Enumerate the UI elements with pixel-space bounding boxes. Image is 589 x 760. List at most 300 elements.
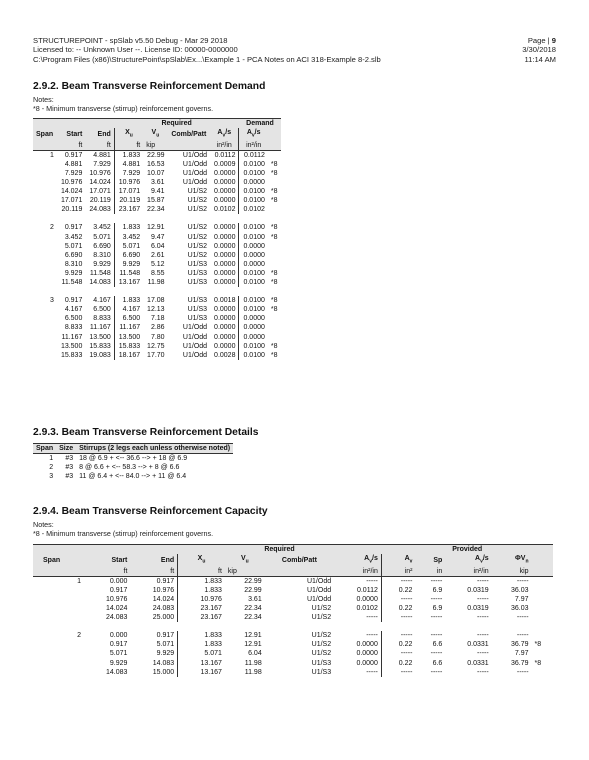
- table-cell: 0.917: [156, 632, 175, 640]
- table-row: [33, 160, 281, 169]
- table-cell: -----: [366, 668, 378, 676]
- table-cell: 11.167: [89, 324, 111, 332]
- table-cell: U1/S3: [311, 659, 332, 667]
- col-avs-required: $A_v/s$: [217, 129, 232, 139]
- license-line: Licensed to: -- Unknown User --. License ID: 00000-0000000: [33, 45, 238, 55]
- table-cell: -----: [430, 650, 443, 658]
- table-row: [33, 576, 553, 586]
- table-cell: [33, 659, 84, 668]
- table-row: [33, 668, 553, 677]
- table-cell: -----: [366, 614, 378, 622]
- table-cell: 0.0100: [239, 223, 268, 232]
- table-cell: [33, 187, 57, 196]
- table-cell: 0.0102: [214, 206, 236, 214]
- table-cell: U1/S2: [311, 604, 332, 612]
- table-cell: 0.0000: [214, 242, 236, 250]
- table-cell: [268, 242, 281, 251]
- table-cell: 0.0000: [239, 333, 268, 342]
- table-cell: 0.0000: [356, 659, 378, 667]
- table-cell: *8: [270, 224, 278, 232]
- table-row: [33, 314, 281, 323]
- table-cell: 3.61: [150, 178, 165, 186]
- table-cell: 8.833: [93, 315, 111, 323]
- table-cell: 12.91: [244, 641, 262, 649]
- table-cell: 7.80: [150, 333, 165, 341]
- details-table: [33, 443, 233, 481]
- table-cell: 25.000: [152, 614, 175, 622]
- table-cell: *8: [270, 233, 278, 241]
- table-cell: U1/S3: [187, 306, 208, 314]
- unit-end: ft: [106, 141, 111, 149]
- table-row: [33, 659, 553, 668]
- table-cell: U1/S3: [187, 278, 208, 286]
- table-cell: 12.91: [147, 224, 165, 232]
- page-header-right: [522, 36, 556, 64]
- table-row: [33, 454, 233, 464]
- table-cell: 0.0100: [239, 269, 268, 278]
- table-cell: [33, 178, 57, 187]
- table-cell: 22.34: [244, 604, 262, 612]
- table-cell: [268, 333, 281, 342]
- col-vu: $V_u$: [151, 129, 160, 139]
- table-cell: [33, 233, 57, 242]
- table-cell: 10.976: [178, 595, 225, 604]
- table-cell: 18.167: [114, 351, 143, 360]
- table-cell: U1/S3: [311, 668, 332, 676]
- table-cell: 13.167: [114, 278, 143, 287]
- table-cell: #3: [65, 464, 74, 472]
- table-cell: 1.833: [178, 640, 225, 649]
- table-cell: 1.833: [178, 631, 225, 640]
- table-cell: *8: [270, 297, 278, 305]
- table-cell: U1/S2: [187, 233, 208, 241]
- table-cell: 9.929: [156, 650, 175, 658]
- table-row: [33, 242, 281, 251]
- table-cell: 7.929: [64, 169, 83, 177]
- table-cell: 0.0009: [214, 160, 236, 168]
- table-row: [33, 251, 281, 260]
- col-avs-demand: $A_v/s$: [239, 128, 268, 140]
- table-cell: -----: [381, 668, 415, 677]
- table-cell: 4.167: [64, 306, 83, 314]
- table-cell: 12.13: [147, 306, 165, 314]
- table-cell: 10.07: [147, 169, 165, 177]
- table-cell: 14.024: [60, 188, 83, 196]
- table-cell: -----: [366, 632, 378, 640]
- table-cell: U1/Odd: [182, 169, 208, 177]
- table-cell: 0.0100: [239, 342, 268, 351]
- table-cell: [33, 586, 84, 595]
- table-cell: 0.0028: [214, 351, 236, 359]
- col-av: $A_v$: [381, 554, 415, 566]
- table-cell: 0.0100: [239, 296, 268, 305]
- table-cell: 8.310: [64, 260, 83, 268]
- table-cell: -----: [366, 577, 378, 585]
- demand-group-header: Demand: [246, 120, 274, 127]
- table-cell: [33, 160, 57, 169]
- table-cell: [33, 613, 84, 622]
- required-group-header: Required: [264, 546, 295, 553]
- table-cell: 17.071: [114, 187, 143, 196]
- table-cell: -----: [516, 632, 529, 640]
- table-cell: 5.071: [156, 641, 175, 649]
- col-xu: $X_u$: [114, 128, 143, 140]
- table-cell: -----: [477, 632, 489, 640]
- table-cell: 0.22: [381, 604, 415, 613]
- table-cell: 36.03: [511, 604, 529, 612]
- table-cell: 4.167: [114, 305, 143, 314]
- table-cell: 0.0100: [239, 278, 268, 287]
- table-row: [33, 205, 281, 214]
- table-cell: [33, 260, 57, 269]
- table-cell: -----: [430, 595, 443, 603]
- table-cell: 23.167: [178, 604, 225, 613]
- col-sp: Sp: [433, 556, 443, 564]
- table-cell: 12.75: [147, 342, 165, 350]
- table-cell: [268, 251, 281, 260]
- table-cell: -----: [477, 595, 489, 603]
- table-cell: U1/Odd: [306, 595, 332, 603]
- table-cell: U1/S3: [187, 315, 208, 323]
- table-cell: [33, 205, 57, 214]
- table-cell: -----: [516, 577, 529, 585]
- table-cell: 19.083: [89, 351, 111, 359]
- table-cell: 3.452: [93, 224, 111, 232]
- file-path-line: C:\Program Files (x86)\StructurePoint\spSlab\Ex...\Example 1 - PCA Notes on ACI 318-Example 8-2.slb: [33, 54, 381, 64]
- table-cell: 0.22: [381, 640, 415, 649]
- table-cell: -----: [477, 614, 489, 622]
- table-cell: 0.0100: [239, 351, 268, 360]
- table-cell: 0.0000: [239, 242, 268, 251]
- table-cell: -----: [516, 614, 529, 622]
- table-row: [33, 305, 281, 314]
- table-cell: U1/Odd: [182, 342, 208, 350]
- table-cell: 5.071: [93, 233, 111, 241]
- table-cell: 8.310: [93, 251, 111, 259]
- table-cell: 5.071: [178, 649, 225, 658]
- table-cell: 11.548: [89, 269, 111, 277]
- table-cell: 10.976: [152, 586, 175, 594]
- capacity-section-title: 2.9.4. Beam Transverse Reinforcement Capacity: [33, 506, 268, 517]
- table-cell: -----: [381, 649, 415, 658]
- table-row: [33, 342, 281, 351]
- table-cell: 0.917: [64, 151, 83, 159]
- table-cell: [33, 169, 57, 178]
- table-cell: [33, 351, 57, 360]
- table-row: [33, 649, 553, 658]
- table-cell: [33, 604, 84, 613]
- table-cell: 0.000: [109, 632, 128, 640]
- table-cell: [532, 595, 553, 604]
- table-cell: U1/Odd: [306, 586, 332, 594]
- table-cell: 22.99: [244, 577, 262, 585]
- table-cell: 13.500: [114, 333, 143, 342]
- table-row: [33, 196, 281, 205]
- table-cell: 11.98: [244, 659, 262, 667]
- col-avs-required: $A_v/s$: [364, 555, 378, 565]
- table-cell: 0.0319: [467, 604, 489, 612]
- table-row: [33, 169, 281, 178]
- table-cell: 0.0000: [239, 178, 268, 187]
- table-cell: 22.99: [147, 151, 165, 159]
- unit-start: ft: [123, 567, 128, 575]
- span-separator: [33, 287, 281, 296]
- table-cell: 0.0018: [214, 297, 236, 305]
- table-cell: 20.119: [89, 197, 111, 205]
- table-cell: [532, 631, 553, 640]
- table-cell: *8: [270, 188, 278, 196]
- table-cell: 3: [50, 297, 54, 305]
- span-separator: [33, 214, 281, 223]
- table-cell: [268, 314, 281, 323]
- table-cell: U1/S2: [187, 197, 208, 205]
- table-cell: [532, 668, 553, 677]
- table-cell: 0.0000: [239, 251, 268, 260]
- table-cell: 10.976: [89, 169, 111, 177]
- table-cell: 10.976: [60, 178, 83, 186]
- table-cell: 8 @ 6.6 + <-- 58.3 --> + 8 @ 6.6: [79, 464, 180, 472]
- table-cell: 24.083: [152, 604, 175, 612]
- table-cell: 22.99: [244, 586, 262, 594]
- capacity-table: [33, 544, 553, 677]
- table-cell: 13.167: [178, 659, 225, 668]
- table-cell: 0.0112: [239, 150, 268, 160]
- table-cell: 14.024: [152, 595, 175, 603]
- table-cell: 15.833: [60, 351, 83, 359]
- table-cell: 4.167: [93, 297, 111, 305]
- table-cell: 10.976: [114, 178, 143, 187]
- table-cell: U1/S3: [187, 260, 208, 268]
- table-cell: [33, 196, 57, 205]
- required-group-header: Required: [161, 120, 192, 127]
- table-cell: 6.6: [432, 641, 443, 649]
- col-comb-patt: Comb/Patt: [281, 556, 317, 564]
- table-cell: [268, 178, 281, 187]
- table-cell: 3.61: [248, 595, 262, 603]
- table-cell: U1/S2: [311, 614, 332, 622]
- table-cell: [33, 323, 57, 332]
- table-row: [33, 223, 281, 232]
- unit-start: ft: [78, 141, 83, 149]
- table-cell: [268, 150, 281, 160]
- table-cell: 24.083: [89, 206, 111, 214]
- table-cell: *8: [270, 169, 278, 177]
- table-cell: *8: [534, 659, 542, 667]
- table-cell: 0.917: [109, 641, 128, 649]
- table-row: [33, 586, 553, 595]
- table-cell: 0.0000: [214, 197, 236, 205]
- table-cell: 6.04: [150, 242, 165, 250]
- table-cell: 20.119: [61, 206, 83, 214]
- table-cell: 11.167: [114, 323, 143, 332]
- table-cell: -----: [516, 668, 529, 676]
- table-cell: 17.08: [147, 297, 165, 305]
- table-cell: 1: [77, 577, 81, 585]
- unit-vu: kip: [146, 141, 156, 149]
- table-row: [33, 323, 281, 332]
- table-cell: 0.0100: [239, 187, 268, 196]
- table-row: [33, 472, 233, 481]
- table-row: [33, 351, 281, 360]
- unit-avs-required: in²/in: [216, 141, 232, 149]
- page-number: Page | 9: [527, 36, 556, 45]
- col-span: Span: [36, 445, 54, 452]
- span-separator: [33, 622, 553, 631]
- table-cell: -----: [381, 595, 415, 604]
- table-cell: 0.0000: [214, 233, 236, 241]
- provided-group-header: Provided: [452, 546, 483, 553]
- table-cell: -----: [381, 576, 415, 586]
- table-cell: -----: [477, 668, 489, 676]
- table-cell: 9.47: [150, 233, 165, 241]
- col-xu: $X_u$: [178, 554, 225, 566]
- table-cell: U1/S2: [311, 650, 332, 658]
- table-cell: 5.071: [64, 242, 83, 250]
- unit-phi-vn: kip: [519, 567, 529, 575]
- table-cell: [532, 604, 553, 613]
- table-cell: 0.0000: [214, 169, 236, 177]
- table-cell: *8: [270, 306, 278, 314]
- table-cell: 11.98: [244, 668, 262, 676]
- table-cell: 15.000: [152, 668, 175, 676]
- table-row: [33, 260, 281, 269]
- table-row: [33, 333, 281, 342]
- table-row: [33, 178, 281, 187]
- col-span: Span: [43, 556, 61, 564]
- table-cell: 4.881: [93, 151, 111, 159]
- table-cell: *8: [270, 342, 278, 350]
- col-start: Start: [111, 556, 128, 564]
- table-cell: 6.9: [432, 586, 443, 594]
- unit-end: ft: [170, 567, 175, 575]
- table-cell: U1/S2: [187, 188, 208, 196]
- table-cell: 0.0331: [467, 641, 489, 649]
- table-cell: U1/S3: [187, 269, 208, 277]
- capacity-notes: Notes: *8 - Minimum transverse (stirrup) reinforcement governs.: [33, 520, 214, 539]
- table-cell: [33, 342, 57, 351]
- table-cell: U1/S2: [187, 206, 208, 214]
- col-end: End: [160, 556, 175, 564]
- table-cell: U1/Odd: [182, 333, 208, 341]
- table-cell: 9.929: [93, 260, 111, 268]
- table-cell: U1/S2: [187, 242, 208, 250]
- table-cell: 0.0000: [239, 314, 268, 323]
- table-cell: [33, 668, 84, 677]
- table-cell: U1/S3: [187, 297, 208, 305]
- program-line: STRUCTUREPOINT - spSlab v5.50 Debug - Mar 29 2018: [33, 36, 228, 45]
- table-cell: 6.690: [93, 242, 111, 250]
- table-cell: 0.0000: [214, 269, 236, 277]
- table-cell: [268, 323, 281, 332]
- table-cell: U1/S2: [311, 641, 332, 649]
- table-cell: [33, 333, 57, 342]
- table-cell: 0.0319: [467, 586, 489, 594]
- table-cell: 7.929: [114, 169, 143, 178]
- table-cell: 0.22: [381, 586, 415, 595]
- page-header-left: [33, 36, 381, 64]
- table-cell: 6.500: [114, 314, 143, 323]
- table-cell: *8: [270, 278, 278, 286]
- table-cell: 0.0000: [214, 342, 236, 350]
- table-cell: 0.0000: [214, 278, 236, 286]
- col-end: End: [97, 130, 111, 138]
- table-cell: 3: [49, 473, 54, 481]
- table-cell: 0.0100: [239, 233, 268, 242]
- table-cell: 0.0102: [239, 205, 268, 214]
- table-cell: 0.0000: [214, 188, 236, 196]
- table-cell: U1/S2: [187, 251, 208, 259]
- table-cell: 11 @ 6.4 + <-- 84.0 --> + 11 @ 6.4: [79, 473, 187, 481]
- table-cell: 15.833: [89, 342, 111, 350]
- table-cell: [33, 251, 57, 260]
- table-row: [33, 640, 553, 649]
- table-cell: *8: [534, 641, 542, 649]
- table-cell: 0.0112: [356, 586, 378, 594]
- unit-av: in²: [381, 567, 415, 577]
- table-cell: 0.0000: [214, 260, 236, 268]
- table-cell: 5.071: [114, 242, 143, 251]
- table-cell: 1: [50, 151, 54, 159]
- table-row: [33, 150, 281, 160]
- table-cell: 2.61: [150, 251, 165, 259]
- table-row: [33, 631, 553, 640]
- table-cell: 11.98: [147, 278, 165, 286]
- table-cell: 6.500: [64, 315, 83, 323]
- table-cell: [532, 613, 553, 622]
- table-cell: 13.500: [89, 333, 111, 341]
- table-cell: 5.12: [150, 260, 165, 268]
- table-cell: 9.929: [64, 269, 83, 277]
- col-stirrups: Stirrups (2 legs each unless otherwise noted): [79, 445, 231, 452]
- table-cell: [33, 305, 57, 314]
- table-cell: 7.18: [150, 315, 165, 323]
- col-avs-provided: $A_v/s$: [475, 555, 489, 565]
- table-cell: -----: [430, 668, 443, 676]
- table-cell: U1/Odd: [306, 577, 332, 585]
- table-row: [33, 187, 281, 196]
- table-cell: 17.70: [147, 351, 165, 359]
- table-cell: 5.071: [109, 650, 128, 658]
- table-cell: 11.167: [61, 333, 83, 341]
- unit-avs-demand: in²/in: [239, 141, 268, 151]
- table-cell: -----: [477, 650, 489, 658]
- table-cell: #3: [65, 455, 74, 463]
- table-cell: -----: [381, 613, 415, 622]
- table-cell: 4.881: [64, 160, 83, 168]
- table-cell: 6.690: [64, 251, 83, 259]
- table-cell: -----: [430, 632, 443, 640]
- table-cell: 7.929: [93, 160, 111, 168]
- table-cell: [33, 242, 57, 251]
- table-cell: 0.0000: [356, 641, 378, 649]
- table-cell: [33, 595, 84, 604]
- table-cell: 0.0000: [356, 650, 378, 658]
- demand-table: [33, 118, 281, 360]
- unit-avs-required: in²/in: [362, 567, 378, 575]
- table-cell: 2: [77, 632, 81, 640]
- table-cell: 0.0000: [214, 333, 236, 341]
- table-cell: 9.929: [109, 659, 128, 667]
- unit-avs-provided: in²/in: [473, 567, 489, 575]
- table-cell: 6.6: [432, 659, 443, 667]
- table-cell: [268, 205, 281, 214]
- table-cell: 0.917: [156, 577, 175, 585]
- table-cell: 8.833: [64, 324, 83, 332]
- table-cell: -----: [381, 631, 415, 640]
- table-cell: 2: [49, 464, 54, 472]
- table-cell: [532, 586, 553, 595]
- table-row: [33, 233, 281, 242]
